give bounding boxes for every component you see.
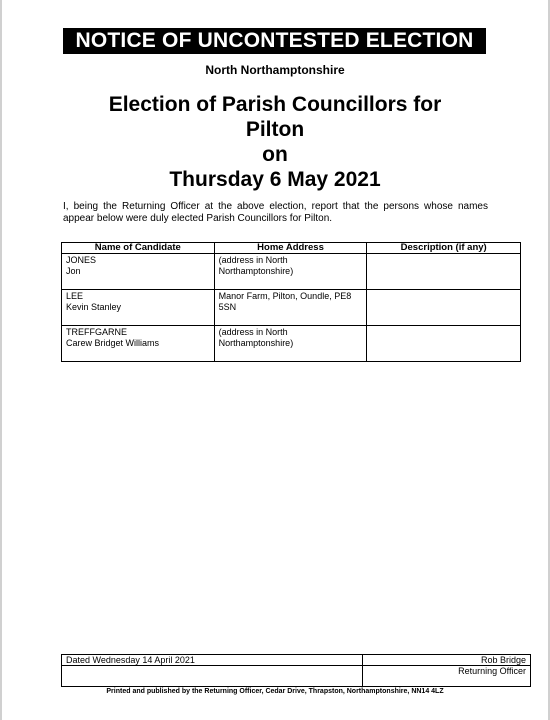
candidate-surname: LEE [66, 291, 84, 301]
title-line: on [262, 143, 288, 166]
imprint-text: Printed and published by the Returning Officer, Cedar Drive, Thrapston, Northamptonshire, NN14 4LZ [106, 688, 444, 695]
notice-banner: NOTICE OF UNCONTESTED ELECTION [63, 28, 486, 54]
candidate-name-cell [62, 290, 215, 326]
title-line: Election of Parish Councillors for [108, 93, 442, 116]
election-title [0, 92, 550, 192]
address-line: (address in North [218, 327, 288, 337]
candidate-forenames: Carew Bridget Williams [66, 338, 160, 348]
candidate-forenames: Kevin Stanley [66, 302, 122, 312]
signature-footer [61, 654, 531, 687]
title-line: Thursday 6 May 2021 [169, 168, 381, 191]
title-line: Pilton [245, 118, 305, 141]
column-header: Description (if any) [367, 243, 521, 254]
table-row [62, 254, 521, 290]
column-header: Name of Candidate [62, 243, 215, 254]
footer-row [62, 666, 531, 687]
candidates-table [61, 242, 521, 362]
table-row [62, 290, 521, 326]
table-header-row [62, 243, 521, 254]
footer-row [62, 655, 531, 666]
address-line: Northamptonshire) [218, 266, 294, 276]
officer-title-cell: Returning Officer [363, 666, 531, 687]
description-cell [367, 254, 521, 290]
candidate-surname: TREFFGARNE [66, 327, 128, 337]
address-line: Manor Farm, Pilton, Oundle, PE8 [218, 291, 352, 301]
officer-name-cell: Rob Bridge [363, 655, 531, 666]
home-address-cell [214, 254, 367, 290]
column-header: Home Address [214, 243, 367, 254]
description-cell [367, 326, 521, 362]
intro-paragraph: I, being the Returning Officer at the above election, report that the persons whose names appear below were duly elected Parish Councillors for Pilton. [63, 201, 488, 224]
candidate-name-cell [62, 326, 215, 362]
table-row [62, 326, 521, 362]
address-line: (address in North [218, 255, 288, 265]
candidate-forenames: Jon [66, 266, 81, 276]
address-line: 5SN [218, 302, 237, 312]
signature-blank-cell [62, 666, 363, 687]
home-address-cell [214, 326, 367, 362]
dated-cell: Dated Wednesday 14 April 2021 [62, 655, 363, 666]
address-line: Northamptonshire) [218, 338, 294, 348]
council-name: North Northamptonshire [205, 63, 345, 77]
candidate-name-cell [62, 254, 215, 290]
candidate-surname: JONES [66, 255, 97, 265]
home-address-cell [214, 290, 367, 326]
description-cell [367, 290, 521, 326]
